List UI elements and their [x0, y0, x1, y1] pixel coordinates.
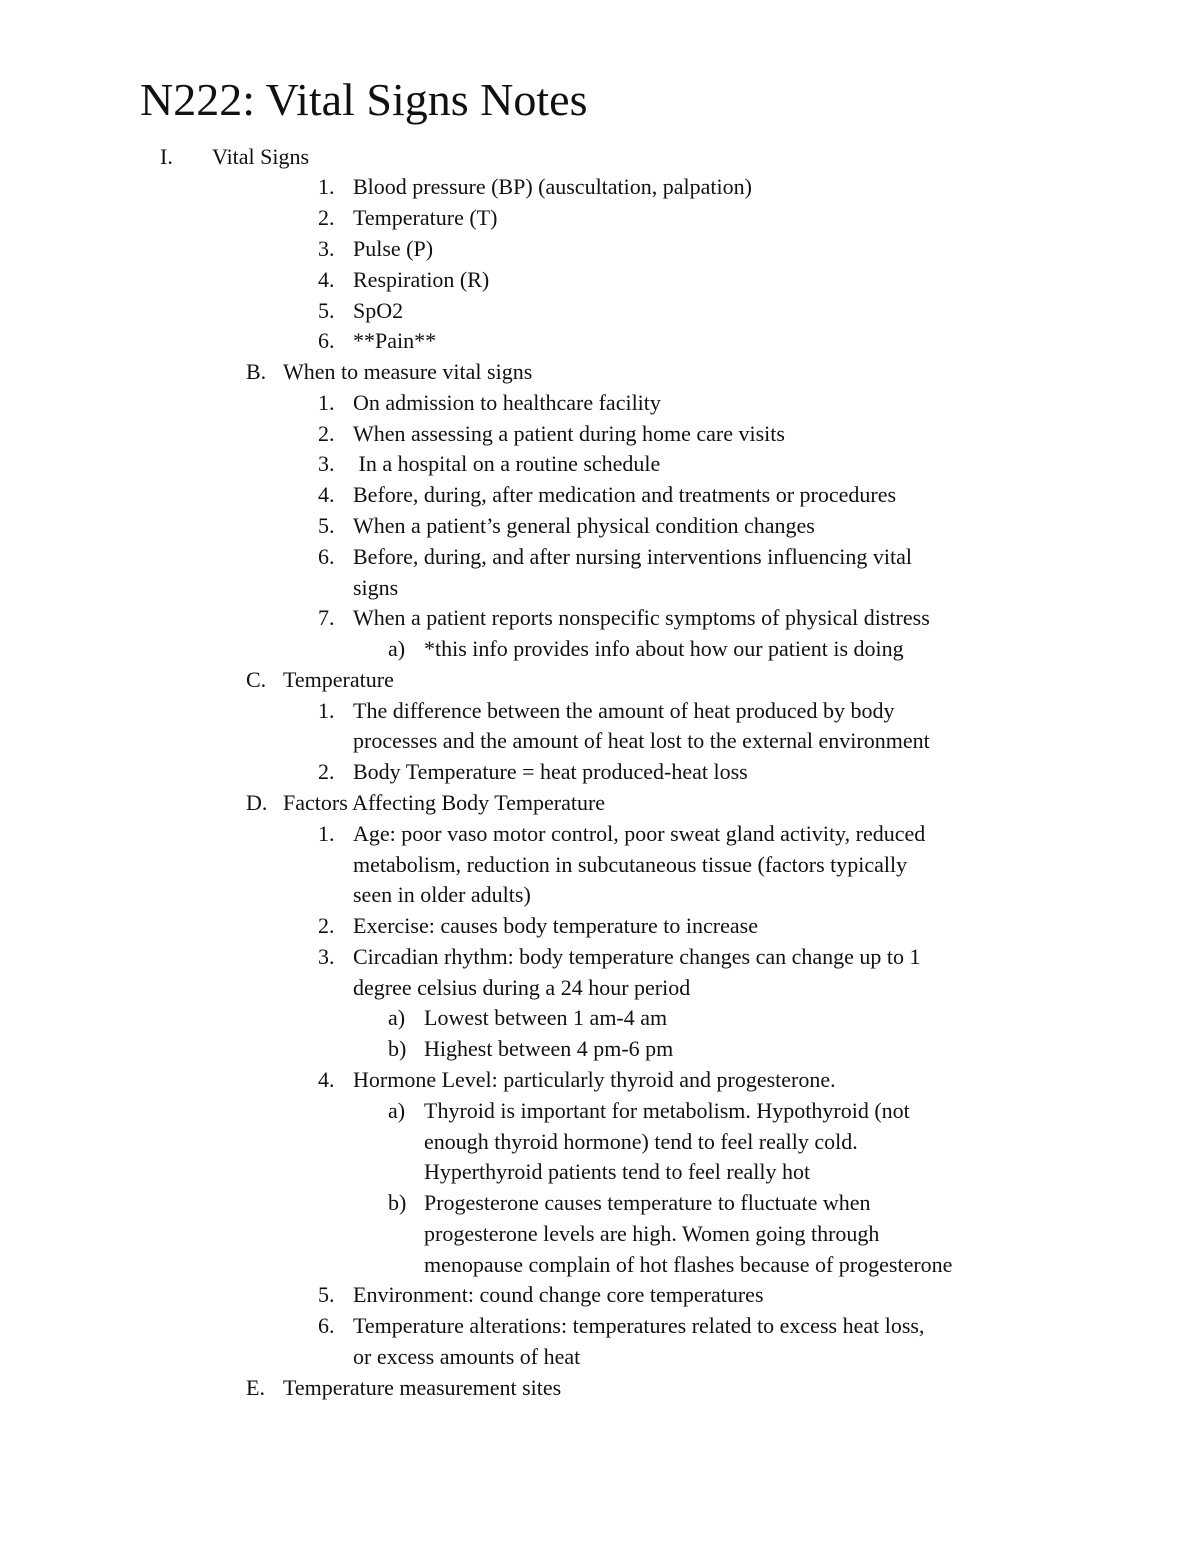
list-item-continuation: degree celsius during a 24 hour period	[353, 975, 691, 1000]
sub-list-item: a) Lowest between 1 am-4 am	[388, 1005, 668, 1030]
list-item: 4. Respiration (R)	[318, 267, 490, 292]
list-item-continuation: seen in older adults)	[353, 882, 531, 907]
sub-list-item-continuation: progesterone levels are high. Women going through	[424, 1221, 880, 1246]
sub-list-item: b) Progesterone causes temperature to fluctuate when	[388, 1190, 871, 1215]
list-item-continuation: metabolism, reduction in subcutaneous tissue (factors typically	[353, 852, 908, 877]
outline-heading-text: Vital Signs	[212, 144, 310, 169]
section-heading-e: E. Temperature measurement sites	[246, 1375, 562, 1400]
sub-list-item: b) Highest between 4 pm-6 pm	[388, 1036, 674, 1061]
list-item: 1. Age: poor vaso motor control, poor sweat gland activity, reduced	[318, 821, 926, 846]
list-item: 2. Exercise: causes body temperature to increase	[318, 913, 758, 938]
page-title: N222: Vital Signs Notes	[140, 74, 588, 125]
list-item: 3. Circadian rhythm: body temperature changes can change up to 1	[318, 944, 921, 969]
list-item: 2. When assessing a patient during home care visits	[318, 421, 785, 446]
list-item: 4. Hormone Level: particularly thyroid and progesterone.	[318, 1067, 836, 1092]
sub-list-item-continuation: enough thyroid hormone) tend to feel really cold.	[424, 1129, 858, 1154]
sub-list-item: a) *this info provides info about how our patient is doing	[388, 636, 904, 661]
list-item: 2. Body Temperature = heat produced-heat loss	[318, 759, 748, 784]
list-item: 6. **Pain**	[318, 328, 437, 353]
sub-list-item-continuation: Hyperthyroid patients tend to feel really hot	[424, 1159, 811, 1184]
list-item: 6. Temperature alterations: temperatures related to excess heat loss,	[318, 1313, 925, 1338]
list-item: 1. On admission to healthcare facility	[318, 390, 661, 415]
list-item: 1. Blood pressure (BP) (auscultation, palpation)	[318, 174, 752, 199]
list-item: 5. Environment: cound change core temperatures	[318, 1282, 764, 1307]
outline-marker: I.	[160, 144, 173, 169]
list-item: 3. In a hospital on a routine schedule	[318, 451, 661, 476]
list-item: 1. The difference between the amount of heat produced by body	[318, 698, 895, 723]
section-heading-c: C. Temperature	[246, 667, 394, 692]
list-item: 6. Before, during, and after nursing interventions influencing vital	[318, 544, 913, 569]
outline-heading-i	[160, 142, 310, 172]
list-item: 3. Pulse (P)	[318, 236, 434, 261]
list-item-continuation: processes and the amount of heat lost to the external environment	[353, 728, 930, 753]
sub-list-item-continuation: menopause complain of hot flashes because of progesterone	[424, 1252, 953, 1277]
list-item: 2. Temperature (T)	[318, 205, 498, 230]
list-item: 5. SpO2	[318, 298, 404, 323]
list-item-continuation: signs	[353, 575, 399, 600]
sub-list-item: a) Thyroid is important for metabolism. Hypothyroid (not	[388, 1098, 910, 1123]
list-item: 4. Before, during, after medication and treatments or procedures	[318, 482, 897, 507]
list-item: 7. When a patient reports nonspecific symptoms of physical distress	[318, 605, 930, 630]
section-heading-d: D. Factors Affecting Body Temperature	[246, 790, 606, 815]
section-heading-b: B. When to measure vital signs	[246, 359, 533, 384]
list-item: 5. When a patient’s general physical condition changes	[318, 513, 815, 538]
list-item-continuation: or excess amounts of heat	[353, 1344, 581, 1369]
